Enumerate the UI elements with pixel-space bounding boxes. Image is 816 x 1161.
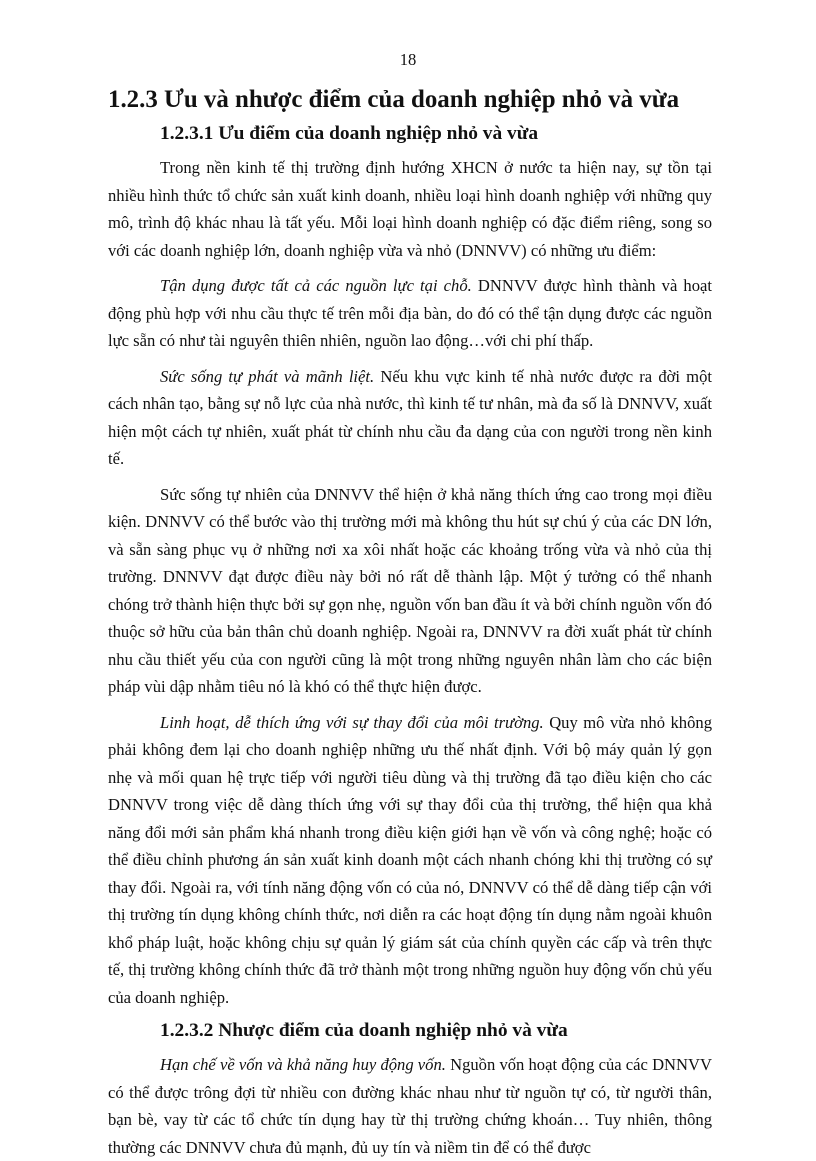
page-body <box>108 86 712 1161</box>
paragraph-text: Nếu khu vực kinh tế nhà nước được ra đời một cách nhân tạo, bằng sự nỗ lực của nhà nước, thì kinh tế tư nhân, mà đa số là DNNVV, xuất hiện một cách tự nhiên, xuất phát từ chính nhu cầu đa dạng của con người trong nền kinh tế. <box>108 366 712 468</box>
paragraph-text: Nguồn vốn hoạt động của các DNNVV có thể được trông đợi từ nhiều con đường khác nhau như từ nguồn tự có, từ người thân, bạn bè, vay từ các tổ chức tín dụng hay từ thị trường chứng khoán… Tuy nhiên, thông thường các DNNVV chưa đủ mạnh, đủ uy tín và niềm tin để có thể được <box>108 1055 712 1157</box>
paragraph-text: Sức sống tự nhiên của DNNVV thể hiện ở khả năng thích ứng cao trong mọi điều kiện. DNNVV có thể bước vào thị trường mới mà không thu hút sự chú ý của các DN lớn, và sẵn sàng phục vụ ở những nơi xa xôi nhất hoặc các khoảng trống vừa và nhỏ của thị trường. DNNVV đạt được điều này bởi nó rất dễ thành lập. Một ý tưởng có thể nhanh chóng trở thành hiện thực bởi sự gọn nhẹ, nguồn vốn ban đầu ít và bởi chính nguồn vốn đó thuộc sở hữu của bản thân chủ doanh nghiệp. Ngoài ra, DNNVV ra đời xuất phát từ chính nhu cầu thiết yếu của con người cũng là một trong những nguyên nhân làm cho các biện pháp vùi dập nhằm tiêu nó là khó có thể thực hiện được. <box>108 484 712 696</box>
paragraph-lead-italic: Hạn chế về vốn và khả năng huy động vốn. <box>160 1055 446 1074</box>
paragraph-capital-limits <box>108 1051 712 1161</box>
paragraph-text: Quy mô vừa nhỏ không phải không đem lại cho doanh nghiệp những ưu thế nhất định. Với bộ máy quản lý gọn nhẹ và mối quan hệ trực tiếp với người tiêu dùng và thị trường đã tạo điều kiện cho các DNNVV trong việc dễ dàng thích ứng với sự thay đổi của thị trường, thể hiện qua khả năng đổi mới sản phẩm khá nhanh trong điều kiện giới hạn về vốn và công nghệ; hoặc có thể điều chỉnh phương án sản xuất kinh doanh một cách nhanh chóng khi thị trường có sự thay đổi. Ngoài ra, với tính năng động vốn có của nó, DNNVV có thể dễ dàng tiếp cận với thị trường tín dụng không chính thức, nơi diễn ra các hoạt động tín dụng nằm ngoài khuôn khổ pháp luật, hoặc không chịu sự quản lý giám sát của chính quyền các cấp và trên thực tế, thị trường không chính thức đã trở thành một trong những nguồn huy động vốn chủ yếu của doanh nghiệp. <box>108 712 712 1007</box>
section-heading: 1.2.3 Ưu và nhược điểm của doanh nghiệp nhỏ và vừa <box>108 86 680 113</box>
paragraph-lead-italic: Sức sống tự phát và mãnh liệt. <box>160 366 375 386</box>
paragraph-intro <box>108 154 712 264</box>
paragraph-vitality <box>108 363 712 473</box>
subsection-heading-disadvantages: 1.2.3.2 Nhược điểm của doanh nghiệp nhỏ và vừa <box>160 1020 568 1041</box>
subsection-heading-advantages: 1.2.3.1 Ưu điểm của doanh nghiệp nhỏ và vừa <box>160 123 539 144</box>
paragraph-text: DNNVV được hình thành và hoạt động phù hợp với nhu cầu thực tế trên mỗi địa bàn, do đó có thể tận dụng được các nguồn lực sẵn có như tài nguyên thiên nhiên, nguồn lao động…với chi phí thấp. <box>108 276 712 350</box>
paragraph-lead-italic: Linh hoạt, dễ thích ứng với sự thay đổi của môi trường. <box>160 712 544 732</box>
paragraph-adaptability <box>108 481 712 701</box>
paragraph-local-resources <box>108 272 712 355</box>
paragraph-text: Trong nền kinh tế thị trường định hướng XHCN ở nước ta hiện nay, sự tồn tại nhiều hình thức tổ chức sản xuất kinh doanh, nhiều loại hình doanh nghiệp với những quy mô, trình độ khác nhau là tất yếu. Mỗi loại hình doanh nghiệp có đặc điểm riêng, song so với các doanh nghiệp lớn, doanh nghiệp vừa và nhỏ (DNNVV) có những ưu điểm: <box>108 158 712 260</box>
page-number: 18 <box>399 50 417 69</box>
paragraph-flexibility <box>108 709 712 1012</box>
paragraph-lead-italic: Tận dụng được tất cả các nguồn lực tại chỗ. <box>160 276 472 295</box>
